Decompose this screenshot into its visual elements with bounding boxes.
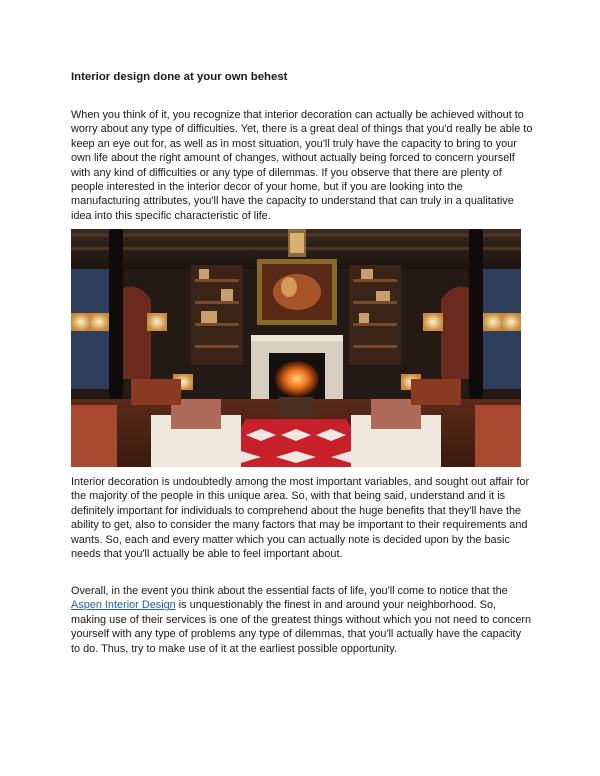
aspen-interior-design-link[interactable]: Aspen Interior Design bbox=[71, 599, 176, 612]
page-title: Interior design done at your own behest bbox=[71, 71, 288, 83]
paragraph-importance: Interior decoration is undoubtedly among the most important variables, and sought out affair for the majority of the people in this unique area. So, with that being said, understand and it is definitely important for individuals to comprehend about the huge benefits that they'll have the ability to get, also to consider the many factors that may be important to their requirements and wants. So, each and every matter which you can actually note is decided upon by the basic needs that you'll actually be able to feel important about. bbox=[71, 476, 530, 561]
paragraph-conclusion-end: is unquestionably the finest in and around your neighborhood. So, making use of their services is one of the greatest things without which you not need to concern yourself with any type of problems any type of dilemmas, that you'll actually have the capacity to do. Thus, try to make use of it at the earliest possible opportunity. bbox=[71, 599, 532, 655]
paragraph-intro: When you think of it, you recognize that interior decoration can actually be achieved without to worry about any type of difficulties. Yet, there is a great deal of things that you'd really be able to keep an eye out for, as well as in most situation, you'll truly have the capacity to bring to your own life about the right amount of changes, without actually being forced to concern yourself with any kind of difficulties or any type of dilemmas. If you observe that there are plenty of people interested in the interior decor of your home, but if you are looking into the manufacturing attributes, you'll have the capacity to understand that can truly in a qualitative idea into this specific characteristic of life. bbox=[71, 109, 533, 222]
interior-photo bbox=[71, 229, 521, 467]
paragraph-conclusion-start: Overall, in the event you think about the essential facts of life, you'll come to notice that the bbox=[71, 585, 508, 597]
paragraph-conclusion bbox=[71, 584, 533, 656]
